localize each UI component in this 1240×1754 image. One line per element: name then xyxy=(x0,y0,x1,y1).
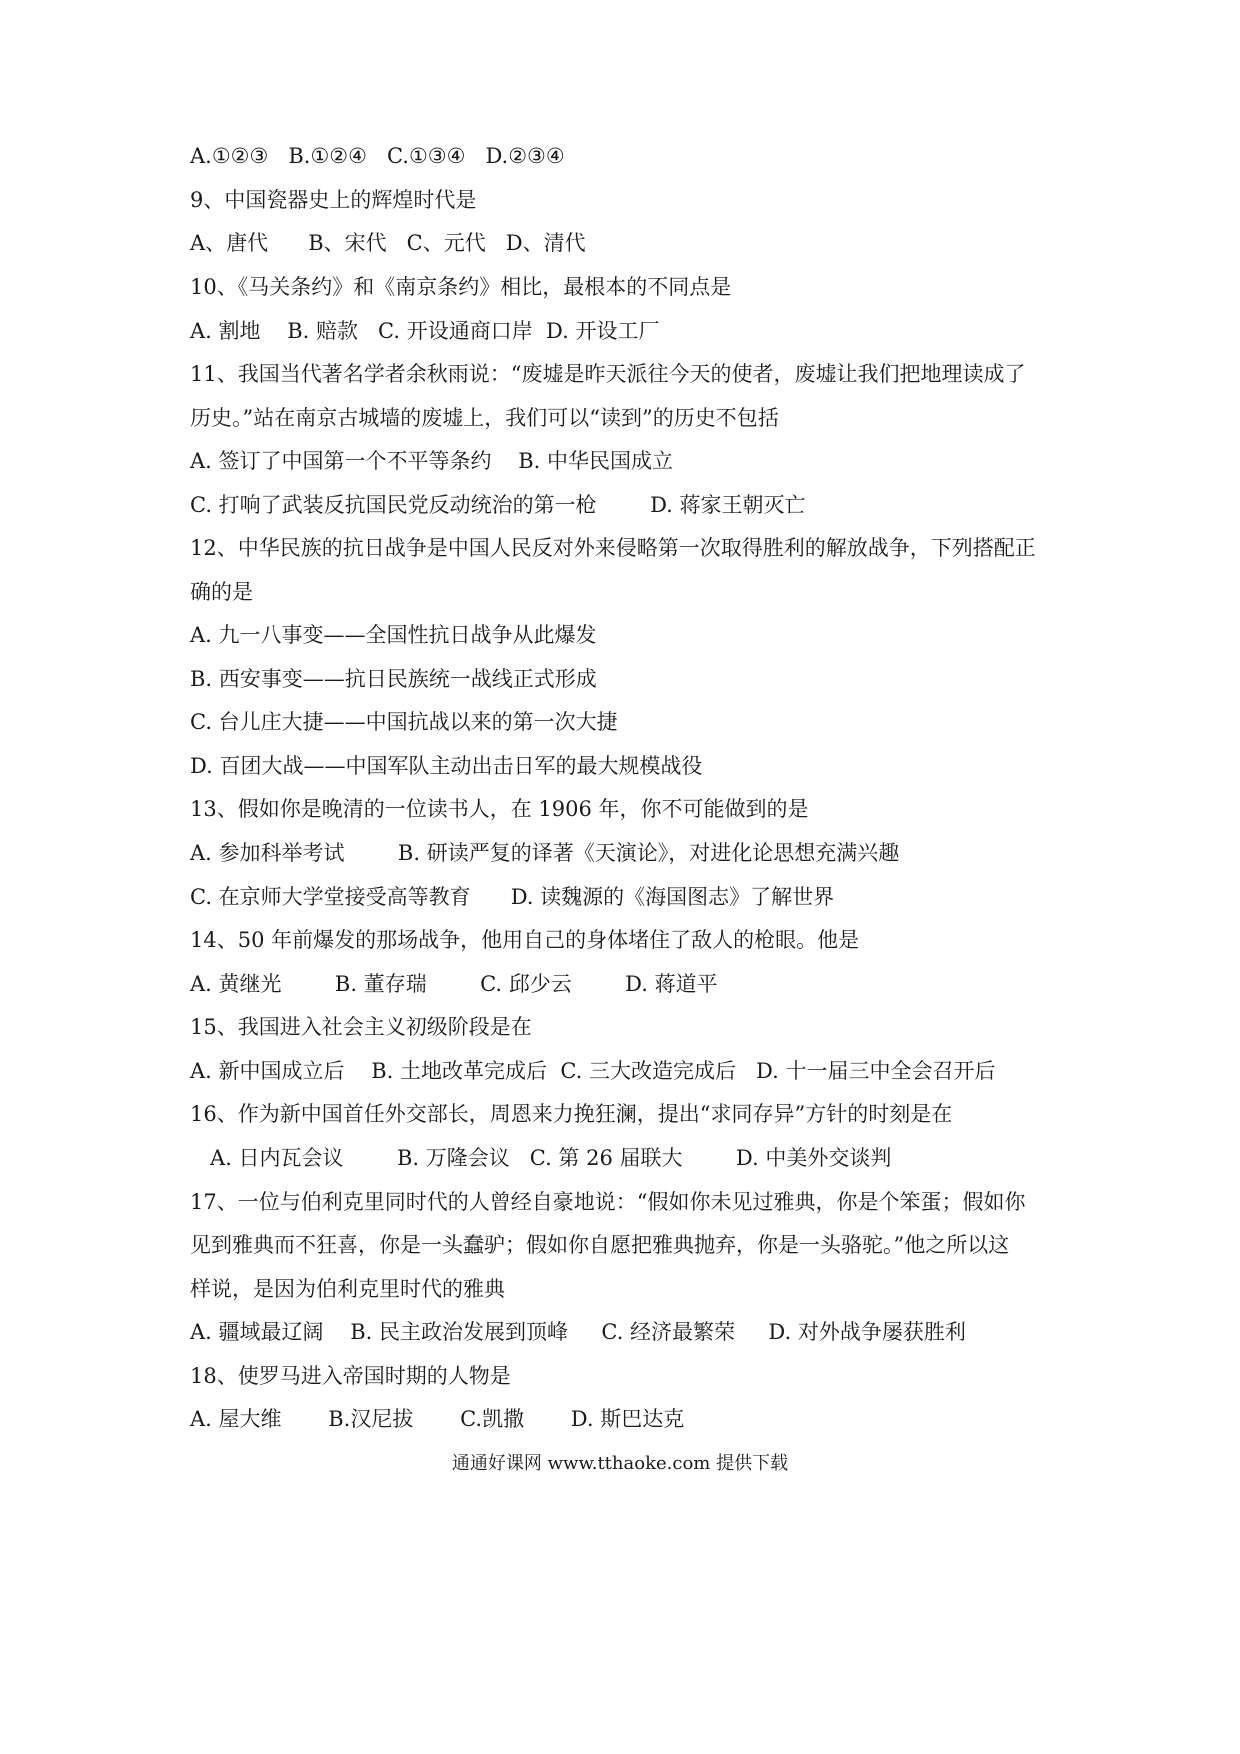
option-q12-a: A. 九一八事变——全国性抗日战争从此爆发 xyxy=(190,623,597,647)
options-q11-row-2: C. 打响了武装反抗国民党反动统治的第一枪 D. 蒋家王朝灭亡 xyxy=(190,493,806,517)
option-q12-b: B. 西安事变——抗日民族统一战线正式形成 xyxy=(190,667,597,691)
question-17-line-3: 样说，是因为伯利克里时代的雅典 xyxy=(190,1277,505,1301)
question-12-line-1: 12、中华民族的抗日战争是中国人民反对外来侵略第一次取得胜利的解放战争，下列搭配正 xyxy=(190,536,1036,560)
option-q12-d: D. 百团大战——中国军队主动出击日军的最大规模战役 xyxy=(190,754,703,778)
option-q12-c: C. 台儿庄大捷——中国抗战以来的第一次大捷 xyxy=(190,710,618,734)
answer-options-q8: A.①②③ B.①②④ C.①③④ D.②③④ xyxy=(190,144,565,168)
options-q14: A. 黄继光 B. 董存瑞 C. 邱少云 D. 蒋道平 xyxy=(190,972,718,996)
options-q17: A. 疆域最辽阔 B. 民主政治发展到顶峰 C. 经济最繁荣 D. 对外战争屡获胜利 xyxy=(190,1320,966,1344)
question-15: 15、我国进入社会主义初级阶段是在 xyxy=(190,1015,532,1039)
options-q11-row-1: A. 签订了中国第一个不平等条约 B. 中华民国成立 xyxy=(190,449,673,473)
options-q13-row-2: C. 在京师大学堂接受高等教育 D. 读魏源的《海国图志》了解世界 xyxy=(190,885,835,909)
question-12-line-2: 确的是 xyxy=(190,580,253,604)
question-11-line-2: 历史。”站在南京古城墙的废墟上，我们可以“读到”的历史不包括 xyxy=(190,406,779,430)
options-q10: A. 割地 B. 赔款 C. 开设通商口岸 D. 开设工厂 xyxy=(190,319,660,343)
options-q9: A、唐代 B、宋代 C、元代 D、清代 xyxy=(190,231,586,255)
options-q16: A. 日内瓦会议 B. 万隆会议 C. 第 26 届联大 D. 中美外交谈判 xyxy=(190,1146,892,1170)
question-13: 13、假如你是晚清的一位读书人，在 1906 年，你不可能做到的是 xyxy=(190,797,809,821)
options-q18: A. 屋大维 B.汉尼拔 C.凯撒 D. 斯巴达克 xyxy=(190,1407,685,1431)
page-footer: 通通好课网 www.tthaoke.com 提供下载 xyxy=(451,1453,789,1474)
question-16: 16、作为新中国首任外交部长，周恩来力挽狂澜，提出“求同存异”方针的时刻是在 xyxy=(190,1102,953,1126)
question-10: 10、《马关条约》和《南京条约》相比，最根本的不同点是 xyxy=(190,275,732,299)
question-17-line-2: 见到雅典而不狂喜，你是一头蠢驴；假如你自愿把雅典抛弃，你是一头骆驼。”他之所以这 xyxy=(190,1233,1010,1257)
question-18: 18、使罗马进入帝国时期的人物是 xyxy=(190,1364,511,1388)
options-q13-row-1: A. 参加科举考试 B. 研读严复的译著《天演论》，对进化论思想充满兴趣 xyxy=(190,841,900,865)
question-9: 9、中国瓷器史上的辉煌时代是 xyxy=(190,188,477,212)
question-14: 14、50 年前爆发的那场战争，他用自己的身体堵住了敌人的枪眼。他是 xyxy=(190,928,860,952)
options-q15: A. 新中国成立后 B. 土地改革完成后 C. 三大改造完成后 D. 十一届三中全会召开后 xyxy=(190,1059,996,1083)
question-11-line-1: 11、我国当代著名学者余秋雨说：“废墟是昨天派往今天的使者，废墟让我们把地理读成了 xyxy=(190,362,1026,386)
question-17-line-1: 17、一位与伯利克里同时代的人曾经自豪地说：“假如你未见过雅典，你是个笨蛋；假如你 xyxy=(190,1190,1026,1214)
